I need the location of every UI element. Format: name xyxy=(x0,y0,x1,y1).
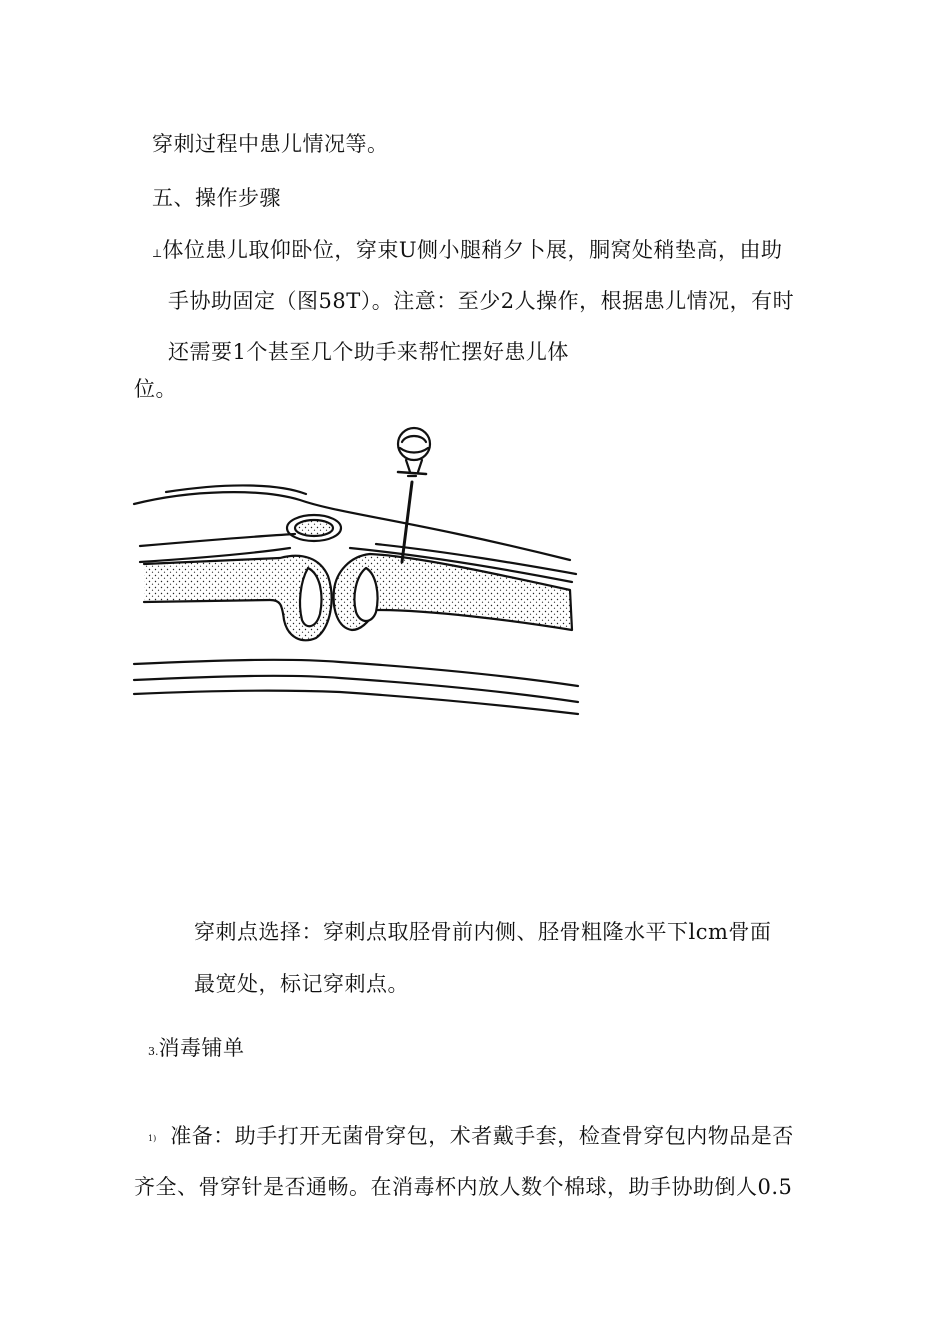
puncture-site-selection: 穿刺点选择：穿刺点取胫骨前内侧、胫骨粗隆水平下lcm骨面 xyxy=(194,920,772,944)
step-3-marker: 3. xyxy=(148,1045,159,1058)
bone-marrow-puncture-tibia-illustration-icon xyxy=(130,424,582,720)
text-line-5: 还需要1个甚至几个助手来帮忙摆好患儿体 xyxy=(168,340,569,364)
text-line-4: 手协助固定（图58T）。注意：至少2人操作，根据患儿情况，有时 xyxy=(168,289,795,313)
figure-knee-puncture xyxy=(130,424,582,720)
step-1-text: 体位患儿取仰卧位，穿束U侧小腿稍夕卜展，胴窝处稍垫高，由助 xyxy=(162,238,783,262)
text-line-11: 齐全、骨穿针是否通畅。在消毒杯内放人数个棉球，助手协助倒人0.5 xyxy=(134,1175,793,1199)
substep-1-preparation xyxy=(148,1122,794,1155)
step-1-marker: ⊥ xyxy=(152,247,163,260)
step-1-position xyxy=(152,236,783,268)
text-line-1: 穿刺过程中患儿情况等。 xyxy=(152,132,389,156)
substep-1-text: 准备：助手打开无菌骨穿包，术者戴手套，检查骨穿包内物品是否 xyxy=(170,1124,794,1148)
text-line-8: 最宽处，标记穿刺点。 xyxy=(194,972,409,996)
text-line-6: 位。 xyxy=(134,377,177,401)
section-heading-steps: 五、操作步骤 xyxy=(152,186,281,210)
step-3-text: 消毒铺单 xyxy=(158,1036,245,1060)
substep-1-marker: 1) xyxy=(148,1134,157,1143)
step-3-disinfection xyxy=(148,1034,245,1066)
